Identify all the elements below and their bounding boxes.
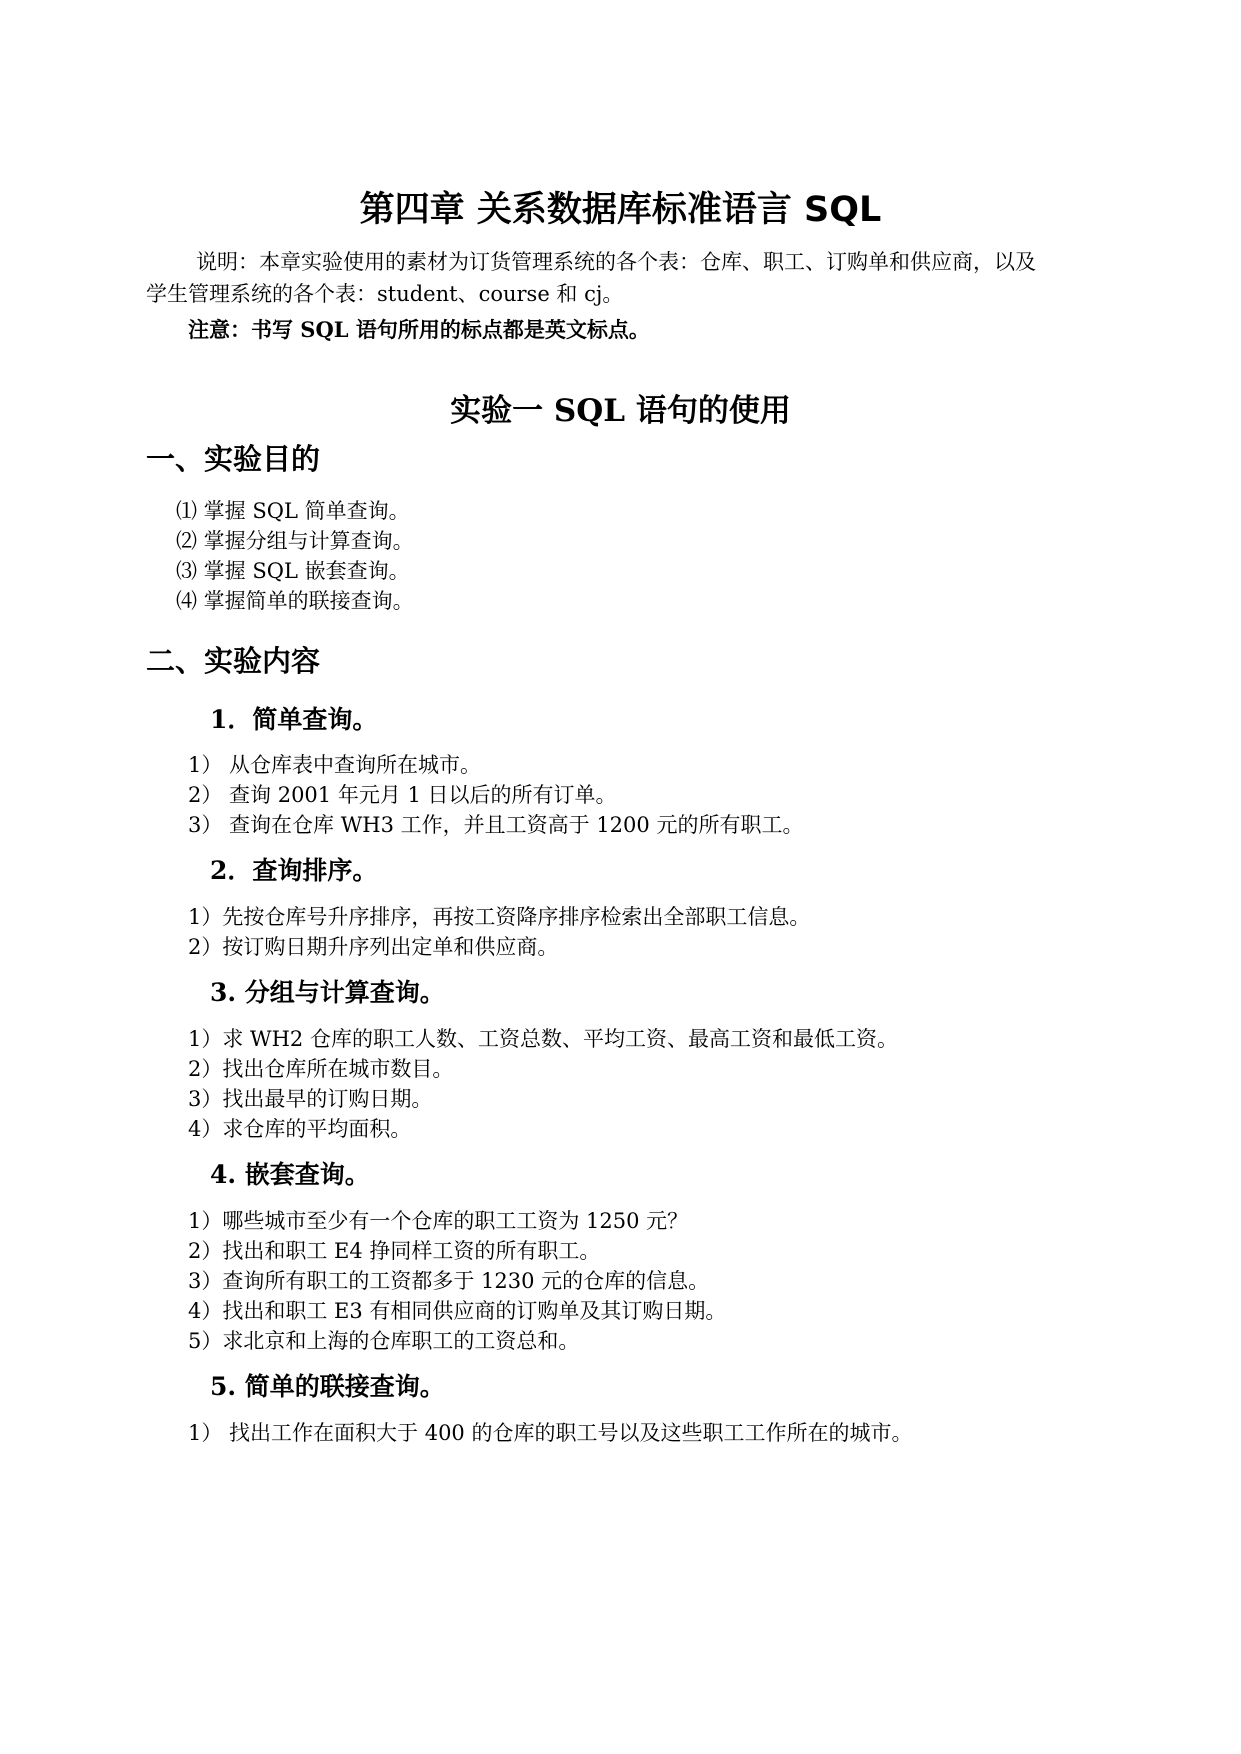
objective-item: ⑶ 掌握 SQL 嵌套查询。 — [176, 559, 410, 583]
objective-item: ⑴ 掌握 SQL 简单查询。 — [176, 499, 410, 523]
chapter-title: 第四章 关系数据库标准语言 SQL — [359, 190, 882, 230]
task-item: 4）找出和职工 E3 有相同供应商的订购单及其订购日期。 — [188, 1299, 727, 1323]
subsection-title-sorting: 2．查询排序。 — [210, 856, 378, 885]
task-item: 2）找出和职工 E4 挣同样工资的所有职工。 — [188, 1239, 601, 1263]
subsection-title-nested: 4. 嵌套查询。 — [210, 1160, 370, 1189]
subsection-title-grouping: 3. 分组与计算查询。 — [210, 978, 445, 1007]
task-item: 1） 从仓库表中查询所在城市。 — [188, 753, 482, 777]
task-item: 3）查询所有职工的工资都多于 1230 元的仓库的信息。 — [188, 1269, 710, 1293]
notice-text: 注意：书写 SQL 语句所用的标点都是英文标点。 — [188, 317, 650, 342]
task-item: 2）按订购日期升序列出定单和供应商。 — [188, 935, 559, 959]
task-item: 3）找出最早的订购日期。 — [188, 1087, 433, 1111]
task-item: 2）找出仓库所在城市数目。 — [188, 1057, 454, 1081]
objective-item: ⑷ 掌握简单的联接查询。 — [176, 589, 414, 613]
subsection-title-simple-query: 1．简单查询。 — [210, 705, 378, 734]
task-item: 1）先按仓库号升序排序，再按工资降序排序检索出全部职工信息。 — [188, 905, 811, 929]
section-heading-content: 二、实验内容 — [146, 644, 321, 678]
task-item: 1）哪些城市至少有一个仓库的职工工资为 1250 元？ — [188, 1209, 689, 1233]
intro-paragraph: 说明：本章实验使用的素材为订货管理系统的各个表：仓库、职工、订购单和供应商，以及学生管理系统的各个表：student、course 和 cj。 — [146, 250, 1036, 306]
task-item: 5）求北京和上海的仓库职工的工资总和。 — [188, 1329, 580, 1353]
task-item: 1） 找出工作在面积大于 400 的仓库的职工号以及这些职工工作所在的城市。 — [188, 1421, 913, 1445]
task-item: 2） 查询 2001 年元月 1 日以后的所有订单。 — [188, 783, 617, 807]
task-item: 4）求仓库的平均面积。 — [188, 1117, 412, 1141]
objective-item: ⑵ 掌握分组与计算查询。 — [176, 529, 414, 553]
task-item: 3） 查询在仓库 WH3 工作，并且工资高于 1200 元的所有职工。 — [188, 813, 804, 837]
experiment-title: 实验一 SQL 语句的使用 — [450, 393, 791, 429]
section-heading-objectives: 一、实验目的 — [146, 442, 321, 476]
task-item: 1）求 WH2 仓库的职工人数、工资总数、平均工资、最高工资和最低工资。 — [188, 1027, 898, 1051]
subsection-title-join: 5. 简单的联接查询。 — [210, 1372, 445, 1401]
